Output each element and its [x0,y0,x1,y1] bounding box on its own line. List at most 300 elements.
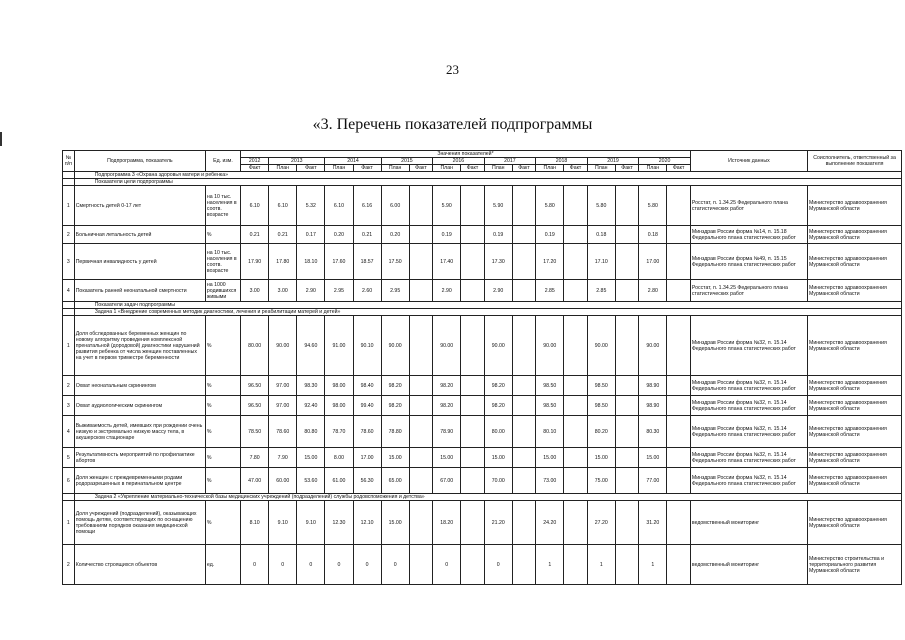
value-cell [461,545,484,585]
value-cell: 17.80 [269,244,297,280]
fact-header: Факт [667,165,691,172]
value-cell [615,316,638,376]
value-cell [564,316,587,376]
value-cell: 98.50 [587,376,615,396]
value-cell [512,226,535,244]
value-cell: 6.10 [269,186,297,226]
value-cell: 15.00 [536,448,564,468]
value-cell: 2.95 [325,280,353,302]
row-indicator: Доля женщин с преждевременными родами родоразрешенных в перинатальном центре [74,468,205,494]
value-cell [461,376,484,396]
value-cell [409,501,432,545]
row-number: 4 [63,416,75,448]
row-number: 2 [63,226,75,244]
value-cell: 96.50 [241,396,269,416]
row-indicator: Количество строящихся объектов [74,545,205,585]
value-cell [409,280,432,302]
table-row [63,186,902,226]
value-cell [512,396,535,416]
value-cell: 78.90 [433,416,461,448]
value-cell [461,244,484,280]
value-cell: 90.10 [353,316,381,376]
value-cell [409,396,432,416]
value-cell: 90.00 [381,316,409,376]
value-cell: 18.57 [353,244,381,280]
row-unit: на 1000 родившихся живыми [205,280,240,302]
fact-header: Факт [409,165,432,172]
value-cell: 98.30 [297,376,325,396]
table-row [63,416,902,448]
value-cell: 60.00 [269,468,297,494]
value-cell: 31.20 [639,501,667,545]
fact-header: Факт [353,165,381,172]
value-cell [615,376,638,396]
value-cell: 98.20 [484,396,512,416]
row-source: Минздрав России форма №32, п. 15.14 Федерального плана статистических работ [690,416,807,448]
value-cell [461,416,484,448]
value-cell [564,280,587,302]
value-cell: 91.00 [325,316,353,376]
value-cell: 21.20 [484,501,512,545]
row-number: 6 [63,468,75,494]
value-cell [409,316,432,376]
value-cell: 78.80 [381,416,409,448]
value-cell [461,316,484,376]
indicators-table-wrapper [62,150,902,585]
value-cell: 0.20 [325,226,353,244]
value-cell: 7.80 [241,448,269,468]
value-cell: 17.00 [353,448,381,468]
value-cell [461,186,484,226]
section-spacer [63,179,75,186]
row-executor: Министерство здравоохранения Мурманской области [808,280,902,302]
value-cell: 9.10 [297,501,325,545]
value-cell [409,186,432,226]
value-cell: 61.00 [325,468,353,494]
value-cell: 7.90 [269,448,297,468]
value-cell: 17.00 [639,244,667,280]
row-executor: Министерство здравоохранения Мурманской области [808,416,902,448]
row-number: 3 [63,244,75,280]
row-unit: % [205,468,240,494]
year-header: 2018 [536,158,588,165]
value-cell [564,468,587,494]
value-cell: 5.90 [484,186,512,226]
row-indicator: Охват неонатальным скринингом [74,376,205,396]
row-executor: Министерство здравоохранения Мурманской области [808,468,902,494]
value-cell: 6.10 [325,186,353,226]
value-cell: 0 [325,545,353,585]
row-number: 5 [63,448,75,468]
value-cell [615,545,638,585]
value-cell: 80.20 [587,416,615,448]
plan-header: План [325,165,353,172]
value-cell: 75.00 [587,468,615,494]
value-cell: 0 [381,545,409,585]
value-cell [667,396,691,416]
value-cell: 17.10 [587,244,615,280]
row-indicator: Смертность детей 0-17 лет [74,186,205,226]
value-cell: 2.90 [433,280,461,302]
value-cell: 56.30 [353,468,381,494]
header-indicator: Подпрограмма, показатель [74,151,205,172]
header-executor: Соисполнитель, ответственный за выполнение показателя [808,151,902,172]
value-cell: 99.40 [353,396,381,416]
value-cell [667,501,691,545]
value-cell: 98.50 [536,376,564,396]
value-cell [409,416,432,448]
value-cell [512,186,535,226]
row-unit: % [205,396,240,416]
value-cell: 70.00 [484,468,512,494]
row-source: Минздрав России форма №32, п. 15.14 Федерального плана статистических работ [690,316,807,376]
value-cell [667,226,691,244]
value-cell [615,396,638,416]
value-cell: 1 [536,545,564,585]
row-executor: Министерство здравоохранения Мурманской области [808,448,902,468]
value-cell: 12.10 [353,501,381,545]
value-cell: 2.85 [536,280,564,302]
value-cell: 15.00 [381,448,409,468]
fact-header: Факт [241,165,269,172]
year-header: 2013 [269,158,325,165]
value-cell: 0.21 [269,226,297,244]
value-cell: 0.21 [241,226,269,244]
row-executor: Министерство здравоохранения Мурманской области [808,244,902,280]
value-cell [615,501,638,545]
value-cell: 17.20 [536,244,564,280]
value-cell: 17.50 [381,244,409,280]
table-row [63,244,902,280]
value-cell [667,316,691,376]
value-cell: 0.18 [587,226,615,244]
row-executor: Министерство здравоохранения Мурманской области [808,376,902,396]
table-row [63,501,902,545]
plan-header: План [484,165,512,172]
value-cell: 47.00 [241,468,269,494]
row-source: Минздрав России форма №32, п. 15.14 Федерального плана статистических работ [690,448,807,468]
value-cell: 92.40 [297,396,325,416]
value-cell: 17.90 [241,244,269,280]
value-cell: 2.85 [587,280,615,302]
value-cell [667,280,691,302]
value-cell: 2.80 [639,280,667,302]
value-cell: 90.00 [587,316,615,376]
value-cell: 3.00 [269,280,297,302]
value-cell: 0.17 [297,226,325,244]
value-cell [615,186,638,226]
value-cell: 97.00 [269,376,297,396]
value-cell: 5.32 [297,186,325,226]
value-cell: 78.60 [269,416,297,448]
fact-header: Факт [461,165,484,172]
value-cell: 90.00 [536,316,564,376]
row-executor: Министерство здравоохранения Мурманской области [808,501,902,545]
value-cell: 98.90 [639,396,667,416]
value-cell [667,376,691,396]
page-title: «3. Перечень показателей подпрограммы [312,116,593,133]
value-cell [461,468,484,494]
header-num: № п/п [63,151,75,172]
value-cell: 90.00 [484,316,512,376]
row-indicator: Результативность мероприятий по профилактике абортов [74,448,205,468]
value-cell: 18.10 [297,244,325,280]
value-cell: 15.00 [433,448,461,468]
table-row [63,468,902,494]
value-cell: 0.19 [536,226,564,244]
row-number: 4 [63,280,75,302]
row-source: Росстат, п. 1.34.25 Федерального плана статистических работ [690,186,807,226]
value-cell: 0 [297,545,325,585]
value-cell: 98.20 [433,376,461,396]
value-cell: 0 [353,545,381,585]
row-source: Минздрав России форма №32, п. 15.14 Федерального плана статистических работ [690,376,807,396]
value-cell: 17.40 [433,244,461,280]
row-source: Минздрав России форма №14, п. 15.18 Федерального плана статистических работ [690,226,807,244]
value-cell: 77.00 [639,468,667,494]
value-cell [409,448,432,468]
header-values: Значения показателей* [241,151,691,158]
value-cell [461,501,484,545]
value-cell: 0.18 [639,226,667,244]
value-cell: 15.00 [297,448,325,468]
value-cell: 12.30 [325,501,353,545]
value-cell: 5.80 [536,186,564,226]
value-cell: 9.10 [269,501,297,545]
value-cell: 80.80 [297,416,325,448]
table-row [63,376,902,396]
value-cell [564,226,587,244]
value-cell: 1 [587,545,615,585]
value-cell: 5.80 [639,186,667,226]
header-source: Источник данных [690,151,807,172]
value-cell: 94.60 [297,316,325,376]
value-cell: 0 [269,545,297,585]
value-cell [409,545,432,585]
value-cell [615,226,638,244]
year-header: 2017 [484,158,536,165]
row-indicator: Доля учреждений (подразделений), оказывающих помощь детям, соответствующих по оснащению требованиям порядков оказания медицинской помощи [74,501,205,545]
row-number: 1 [63,501,75,545]
value-cell: 98.90 [639,376,667,396]
row-executor: Министерство здравоохранения Мурманской области [808,186,902,226]
value-cell [667,416,691,448]
value-cell [615,448,638,468]
indicators-table [62,150,902,585]
table-row [63,396,902,416]
value-cell [409,244,432,280]
row-indicator: Доля обследованных беременных женщин по новому алгоритму проведения комплексной пренатальной (дородовой) диагностики нарушений развития ребенка от числа женщин поставленных на учет в первом триместре беременности [74,316,205,376]
value-cell: 3.00 [241,280,269,302]
value-cell: 80.30 [639,416,667,448]
section-row [63,494,902,501]
section-spacer [63,309,75,316]
value-cell: 6.10 [241,186,269,226]
value-cell: 53.60 [297,468,325,494]
value-cell [461,448,484,468]
value-cell [409,376,432,396]
value-cell: 65.00 [381,468,409,494]
section-spacer [63,494,75,501]
row-unit: на 10 тыс. населения в соотв. возрасте [205,186,240,226]
section-title: Задача 1 «Внедрение современных методик диагностики, лечения и реабилитации матерей и детей» [74,309,901,316]
year-header: 2020 [639,158,691,165]
header-unit: Ед. изм. [205,151,240,172]
value-cell [615,416,638,448]
row-number: 1 [63,316,75,376]
row-unit: % [205,501,240,545]
value-cell: 78.70 [325,416,353,448]
table-row [63,226,902,244]
value-cell: 67.00 [433,468,461,494]
value-cell: 0.21 [353,226,381,244]
value-cell: 98.20 [433,396,461,416]
value-cell: 98.20 [381,376,409,396]
value-cell [564,416,587,448]
fact-header: Факт [564,165,587,172]
value-cell: 0.20 [381,226,409,244]
row-unit: % [205,448,240,468]
value-cell [512,376,535,396]
section-row [63,309,902,316]
section-title: Подпрограмма 3 «Охрана здоровья матери и ребенка» [74,172,901,179]
value-cell [564,186,587,226]
row-unit: % [205,376,240,396]
value-cell [564,244,587,280]
row-number: 3 [63,396,75,416]
row-executor: Министерство здравоохранения Мурманской области [808,316,902,376]
table-row [63,545,902,585]
value-cell: 98.00 [325,396,353,416]
value-cell [667,186,691,226]
year-header: 2014 [325,158,381,165]
value-cell [564,396,587,416]
value-cell [615,280,638,302]
plan-header: План [433,165,461,172]
value-cell [409,226,432,244]
value-cell: 6.16 [353,186,381,226]
row-source: Минздрав России форма №49, п. 15.15 Федерального плана статистических работ [690,244,807,280]
value-cell: 15.00 [587,448,615,468]
value-cell: 5.90 [433,186,461,226]
value-cell: 73.00 [536,468,564,494]
value-cell: 78.50 [241,416,269,448]
value-cell: 98.50 [536,396,564,416]
plan-header: План [381,165,409,172]
value-cell: 15.00 [381,501,409,545]
row-unit: на 10 тыс. населения в соотв. возрасте [205,244,240,280]
value-cell: 98.00 [325,376,353,396]
value-cell: 18.20 [433,501,461,545]
row-unit: % [205,316,240,376]
value-cell: 2.90 [297,280,325,302]
value-cell [667,448,691,468]
value-cell: 0 [241,545,269,585]
value-cell [461,280,484,302]
value-cell [512,316,535,376]
value-cell [564,376,587,396]
section-title: Показатели цели подпрограммы [74,179,901,186]
section-spacer [63,302,75,309]
value-cell: 2.95 [381,280,409,302]
value-cell [461,226,484,244]
fact-header: Факт [512,165,535,172]
row-source: ведомственный мониторинг [690,545,807,585]
value-cell: 90.00 [269,316,297,376]
value-cell: 6.00 [381,186,409,226]
value-cell [512,501,535,545]
value-cell: 8.00 [325,448,353,468]
value-cell: 17.60 [325,244,353,280]
value-cell [512,468,535,494]
year-header: 2016 [433,158,485,165]
value-cell: 96.50 [241,376,269,396]
value-cell [667,468,691,494]
value-cell [615,468,638,494]
value-cell [667,244,691,280]
plan-header: План [639,165,667,172]
row-executor: Министерство здравоохранения Мурманской области [808,226,902,244]
value-cell [512,448,535,468]
value-cell: 15.00 [484,448,512,468]
value-cell: 27.20 [587,501,615,545]
row-number: 2 [63,376,75,396]
value-cell: 8.10 [241,501,269,545]
plan-header: План [269,165,297,172]
value-cell [615,244,638,280]
table-row [63,448,902,468]
value-cell: 90.00 [639,316,667,376]
value-cell: 24.20 [536,501,564,545]
page-number: 23 [446,62,459,77]
value-cell: 98.40 [353,376,381,396]
row-source: Минздрав России форма №32, п. 15.14 Федерального плана статистических работ [690,396,807,416]
section-title: Задача 2 «Укрепление материально-технической базы медицинских учреждений (подразделений) службы родовспоможения и детства» [74,494,901,501]
row-unit: % [205,226,240,244]
row-indicator: Выживаемость детей, имевших при рождении очень низкую и экстремально низкую массу тела, в акушерском стационаре [74,416,205,448]
edge-mark [0,132,2,146]
row-indicator: Охват аудиологическим скринингом [74,396,205,416]
value-cell [564,545,587,585]
value-cell: 80.10 [536,416,564,448]
row-indicator: Показатель ранней неонатальной смертности [74,280,205,302]
row-unit: ед. [205,545,240,585]
value-cell: 80.00 [241,316,269,376]
section-spacer [63,172,75,179]
value-cell: 5.80 [587,186,615,226]
value-cell: 1 [639,545,667,585]
year-header: 2019 [587,158,639,165]
row-executor: Министерство строительства и территориального развития Мурманской области [808,545,902,585]
row-source: Минздрав России форма №32, п. 15.14 Федерального плана статистических работ [690,468,807,494]
table-row [63,316,902,376]
fact-header: Факт [615,165,638,172]
value-cell [512,244,535,280]
row-source: ведомственный мониторинг [690,501,807,545]
value-cell: 0 [433,545,461,585]
section-row [63,172,902,179]
value-cell: 0 [484,545,512,585]
year-header: 2012 [241,158,269,165]
value-cell: 2.90 [484,280,512,302]
row-unit: % [205,416,240,448]
section-row [63,302,902,309]
value-cell: 80.00 [484,416,512,448]
value-cell [512,280,535,302]
table-row [63,280,902,302]
value-cell [564,448,587,468]
value-cell [461,396,484,416]
